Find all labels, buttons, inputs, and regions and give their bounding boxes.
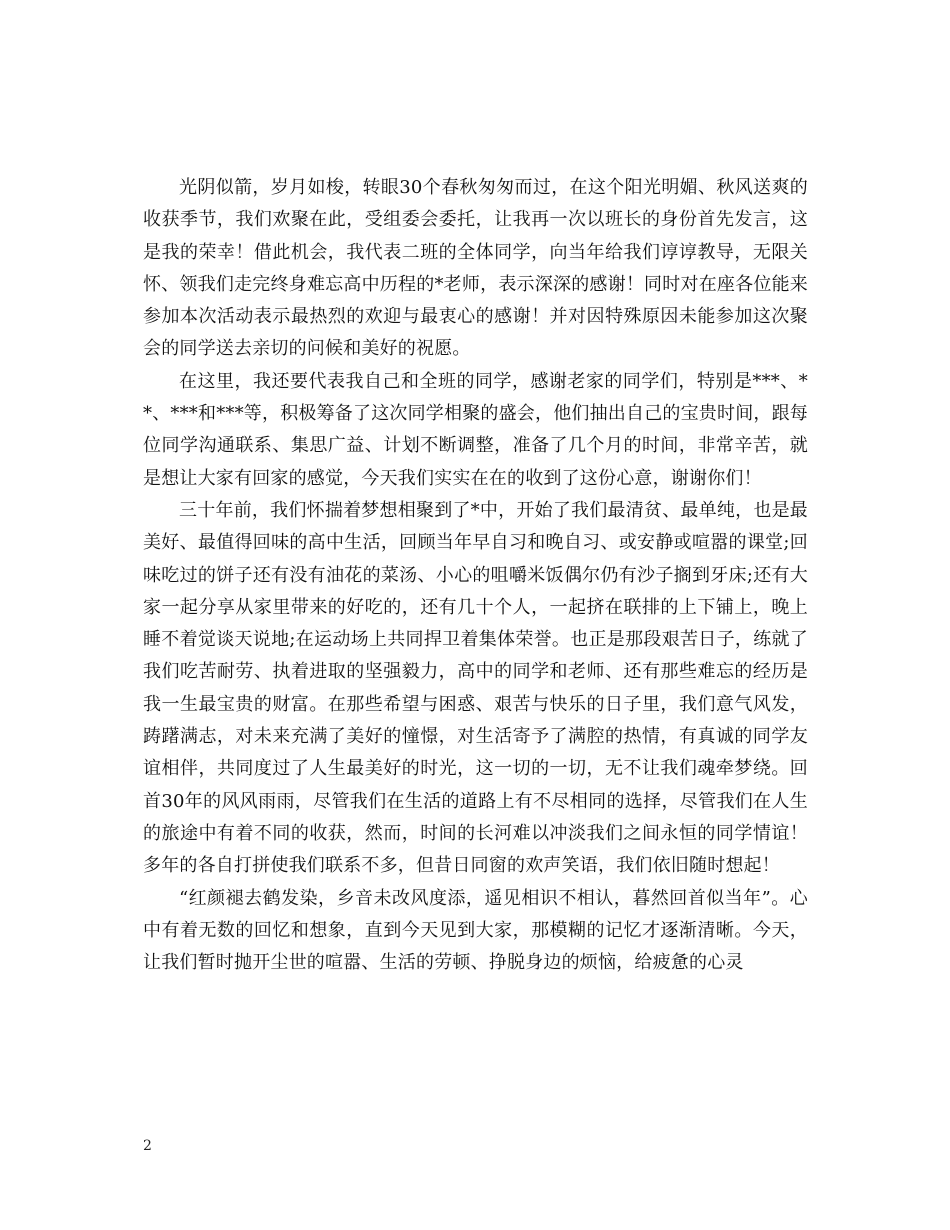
document-body <box>143 172 808 979</box>
paragraph-thanks-organizers: 在这里，我还要代表我自己和全班的同学，感谢老家的同学们，特别是***、**、***和***等，积极筹备了这次同学相聚的盛会，他们抽出自己的宝贵时间，跟每位同学沟通联系、集思广益、计划不断调整，准备了几个月的时间，非常辛苦，就是想让大家有回家的感觉，今天我们实实在在的收到了这份心意，谢谢你们！ <box>143 370 808 489</box>
paragraph-opening: 光阴似箭，岁月如梭，转眼30个春秋匆匆而过，在这个阳光明媚、秋风送爽的收获季节，我们欢聚在此，受组委会委托，让我再一次以班长的身份首先发言，这是我的荣幸！借此机会，我代表二班的全体同学，向当年给我们谆谆教导，无限关怀、领我们走完终身难忘高中历程的*老师，表示深深的感谢！同时对在座各位能来参加本次活动表示最热烈的欢迎与最衷心的感谢！并对因特殊原因未能参加这次聚会的同学送去亲切的问候和美好的祝愿。 <box>143 177 808 360</box>
paragraph-memories: 三十年前，我们怀揣着梦想相聚到了*中，开始了我们最清贫、最单纯，也是最美好、最值得回味的高中生活，回顾当年早自习和晚自习、或安静或喧嚣的课堂;回味吃过的饼子还有没有油花的菜汤、小心的咀嚼米饭偶尔仍有沙子搁到牙床;还有大家一起分享从家里带来的好吃的，还有几十个人，一起挤在联排的上下铺上，晚上睡不着觉谈天说地;在运动场上共同捍卫着集体荣誉。也正是那段艰苦日子，练就了我们吃苦耐劳、执着进取的坚强毅力，高中的同学和老师、还有那些难忘的经历是我一生最宝贵的财富。在那些希望与困惑、艰苦与快乐的日子里，我们意气风发，踌躇满志，对未来充满了美好的憧憬，对生活寄予了满腔的热情，有真诚的同学友谊相伴，共同度过了人生最美好的时光，这一切的一切，无不让我们魂牵梦绕。回首30年的风风雨雨，尽管我们在生活的道路上有不尽相同的选择，尽管我们在人生的旅途中有着不同的收获，然而，时间的长河难以冲淡我们之间永恒的同学情谊！多年的各自打拼使我们联系不多，但昔日同窗的欢声笑语，我们依旧随时想起！ <box>143 499 808 877</box>
page-number: 2 <box>143 1138 152 1154</box>
paragraph-poem: “红颜褪去鹤发染，乡音未改风度添，遥见相识不相认，暮然回首似当年”。心中有着无数的回忆和想象，直到今天见到大家，那模糊的记忆才逐渐清晰。今天，让我们暂时抛开尘世的喧嚣、生活的劳顿、挣脱身边的烦恼，给疲惫的心灵 <box>143 887 808 974</box>
